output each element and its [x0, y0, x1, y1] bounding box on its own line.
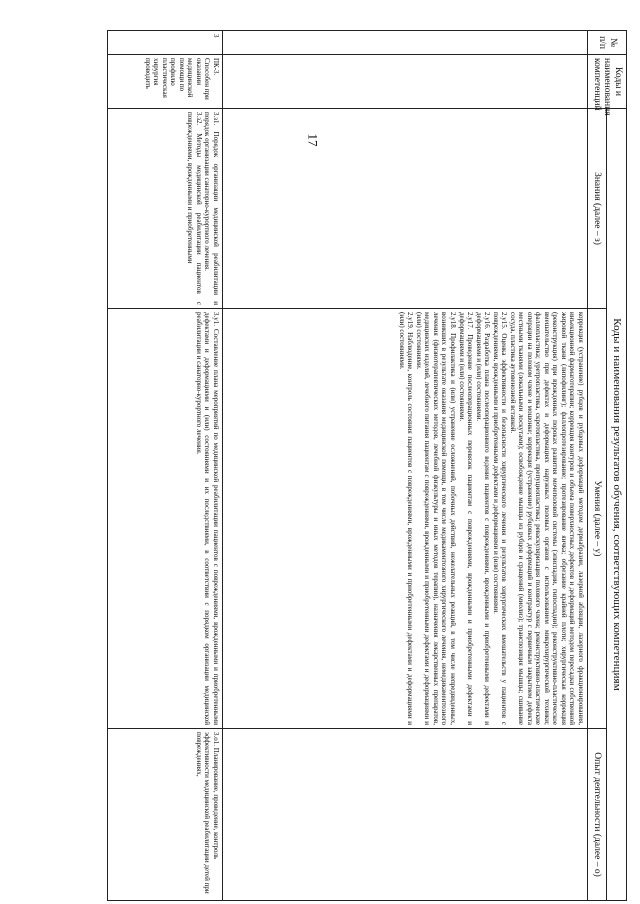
table-header-row-2: [588, 31, 607, 901]
experience-item: 3.о1. Планирование, проведение, контроль эффективности медицинской реабилитации детей при повреждениях,: [194, 732, 220, 894]
skill-item: 2.у17. Проведение послеоперационных перевязок пациентам с повреждениями, врожденными и приобретенными дефектами и деформациями и (или) состояниями.: [457, 312, 475, 725]
cell-num: 3: [108, 31, 223, 55]
competence-table: [107, 30, 627, 901]
cell-competence: [223, 55, 588, 109]
cell-competence: ПК-3. Способен при оказании медицинской помощи по профилю пластическая хирургия проводить: [108, 55, 223, 109]
skill-item: 2.у18. Профилактика и (или) устранение осложнений, побочных действий, нежелательных реакций, в том числе непредвиденных, возникших в результате оказания медицинской помощи, в том числе медикаментозного хирургического лечения, немедикаментозного лечения (физиотерапевтических методов, лечебной физкультуры и иных методов терапии), назначения лекарственных препаратов, медицинских изделий, лечебного питания пациентам с повреждениями, врожденными и приобретенными дефектами и деформациями и (или) состояниями.: [414, 312, 458, 725]
page-number: 17: [305, 133, 321, 147]
header-knowledge: Знания (далее – з): [588, 109, 607, 309]
table-header-row-1: [606, 31, 626, 901]
skill-item: 2.у19. Наблюдение, контроль состояния пациентов с повреждениями, врожденными и приобретенными дефектами и деформациями и (или) состояниями.: [397, 312, 415, 725]
cell-knowledge: [108, 109, 223, 309]
header-num: № п/п: [588, 31, 627, 55]
header-skills: Умения (далее – у): [588, 309, 607, 729]
knowledge-item: 3.з1. Порядок организации медицинской реабилитации и порядок организации санаторно-курортного лечения.: [203, 112, 220, 305]
cell-experience: [108, 729, 223, 901]
header-competence: Коды и наименования компетенций: [588, 55, 627, 109]
knowledge-item: 3.з2. Методы медицинской реабилитации пациентов с повреждениями, врожденными и приобретенными: [186, 112, 203, 305]
competence-table-rotated: [107, 30, 627, 900]
table-row: [108, 31, 223, 901]
table-row: [223, 31, 588, 901]
header-results-group: Коды и наименования результатов обучения, соответствующих компетенциям: [606, 109, 626, 901]
header-experience: Опыт деятельности (далее – о): [588, 729, 607, 901]
cell-skills: [108, 309, 223, 729]
cell-skills: [223, 309, 588, 729]
skill-item: 2.у15. Оценка эффективности и безопасности хирургического лечения и результатов хирургических вмешательств у пациентов с повреждениями, врожденными и приобретенными дефектами и деформациями и (или) состояниями.: [491, 312, 509, 725]
skill-item: 2.у16. Разработка плана послеоперационного ведения пациентов с повреждениями, врожденными и приобретенными дефектами и деформациями и (или) состояниями.: [474, 312, 492, 725]
cell-num: [223, 31, 588, 55]
cell-experience: [223, 729, 588, 901]
cell-knowledge: [223, 109, 588, 309]
skill-item: 3.у1. Составление плана мероприятий по медицинской реабилитации пациентов с повреждениями, врожденными и приобретенными дефектами и деформациями и (или) состояниями и их последствиями, в соответствии с порядком организации медицинской реабилитации и санаторно-курортного лечения.: [194, 312, 220, 725]
skill-item: коррекция (устранение) рубцов и рубцовых деформаций методом дермабразии, лазерной абляции, лазерного фракционирования, инъекционной фармаготерапии; коррекция контуров и объема поверхностных дефектов и деформаций методом пересадки собственной жировой ткани (липофилинг); фаллопротезирование; протезирование яичка; обрезание крайней плоти; хирургическая коррекция (реконструкция) при врожденных пороках развития мочеполовой системы (эписпадии, гипоспадии); реконструктивно-пластическое вмешательство при дефектах и деформациях наружных половых органов с использованием микрохирургической техники; фаллопластика; уретропластика, скротопластика, препуциопластика; реваскуляризация полового члена; реконструктивно-пластические операции на половом члене и мошонке; коррекция (устранение) рубцовых деформаций и контрактур с первичным закрытием дефекта местными тканями (локальными лоскутами); освобождение мышцы из рубцов и сращений (миолиз); транспозиция мышцы; сшивание сосуда, пластика аутовенозной вставкой.: [508, 312, 585, 725]
